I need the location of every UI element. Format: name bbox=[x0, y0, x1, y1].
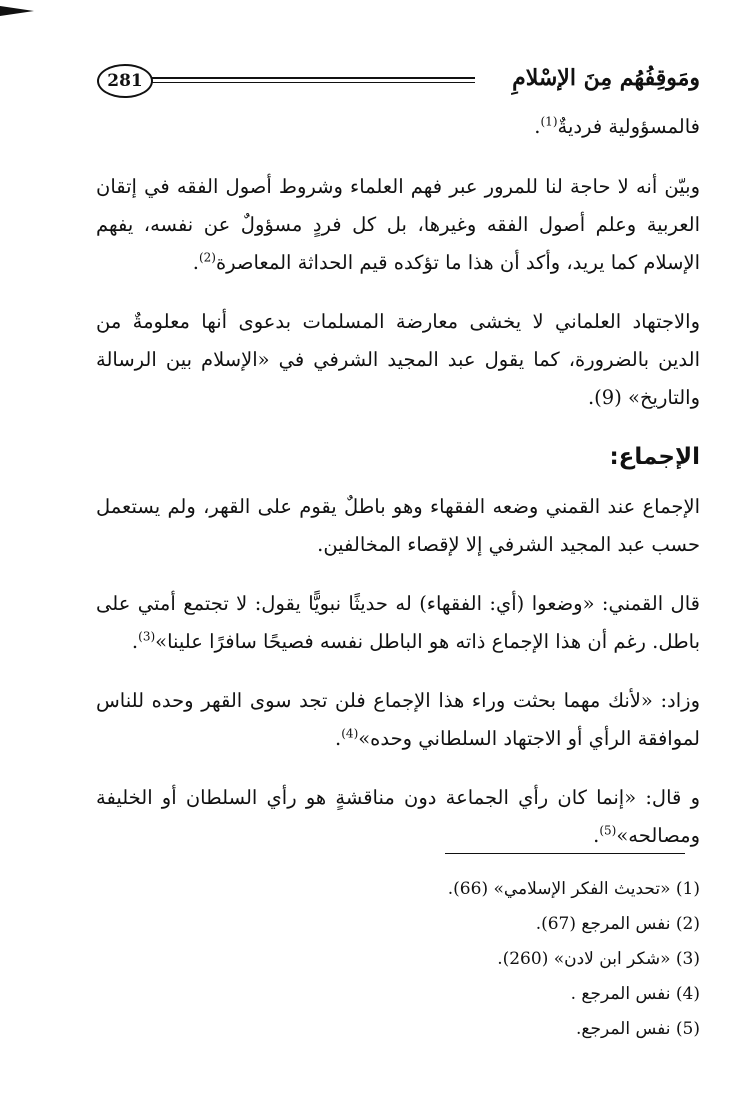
paragraph-7: و قال: «إنما كان رأي الجماعة دون مناقشةٍ هو رأي السلطان أو الخليفة ومصالحه»$^{(5)}$. bbox=[96, 786, 700, 847]
footnote-divider bbox=[445, 853, 685, 854]
paragraph-1: فالمسؤولية فرديةٌ$^{(1)}$. bbox=[534, 114, 700, 138]
footnote-ref-5: (5) bbox=[599, 823, 617, 838]
paragraph-6: وزاد: «لأنك مهما بحثت وراء هذا الإجماع فلن تجد سوى القهر وحده للناس لموافقة الرأي أو الاجتهاد السلطاني وحده»$^{(4)}$. bbox=[96, 689, 700, 750]
section-heading: الإجماع: bbox=[609, 444, 700, 470]
page-corner-mark bbox=[0, 6, 34, 16]
footnote-ref-1: (1) bbox=[540, 114, 558, 129]
paragraph-2: وبيّن أنه لا حاجة لنا للمرور عبر فهم العلماء وشروط أصول الفقه في إتقان العربية وعلم أصول الفقه وغيرها، بل كل فردٍ مسؤولٌ عن نفسه، يفهم الإسلام كما يريد، وأكد أن هذا ما تؤكده قيم الحداثة المعاصرة$^{(2)}$. bbox=[96, 175, 700, 274]
paragraph-3: والاجتهاد العلماني لا يخشى معارضة المسلمات بدعوى أنها معلومةٌ من الدين بالضرورة، كما يقول عبد المجيد الشرفي في «الإسلام بين الرسالة والتاريخ» (9). bbox=[96, 310, 700, 409]
running-title: ومَوقِفُهُم مِنَ الإسْلامِ bbox=[512, 65, 700, 91]
footnote-item: (2) نفس المرجع (67). bbox=[535, 914, 700, 934]
footnote-item: (1) «تحديث الفكر الإسلامي» (66). bbox=[447, 879, 700, 899]
footnotes bbox=[96, 872, 700, 1047]
page-header bbox=[95, 58, 700, 104]
page-number: 281 bbox=[97, 64, 153, 98]
footnote-item: (5) نفس المرجع. bbox=[576, 1019, 700, 1039]
footnote-ref-4: (4) bbox=[341, 726, 359, 741]
footnote-ref-3: (3) bbox=[138, 629, 156, 644]
paragraph-5: قال القمني: «وضعوا (أي: الفقهاء) له حديثًا نبويًّا يقول: لا تجتمع أمتي على باطل. رغم أن هذا الإجماع ذاته هو الباطل نفسه فصيحًا سافرًا علينا»$^{(3)}$. bbox=[96, 592, 700, 653]
footnote-item: (3) «شكر ابن لادن» (260). bbox=[497, 949, 700, 969]
footnote-item: (4) نفس المرجع . bbox=[570, 984, 700, 1004]
header-rule bbox=[151, 77, 475, 79]
main-text bbox=[96, 108, 700, 876]
paragraph-4: الإجماع عند القمني وضعه الفقهاء وهو باطلٌ يقوم على القهر، ولم يستعمل حسب عبد المجيد الشرفي إلا لإقصاء المخالفين. bbox=[96, 495, 700, 556]
footnote-ref-2: (2) bbox=[198, 250, 216, 265]
